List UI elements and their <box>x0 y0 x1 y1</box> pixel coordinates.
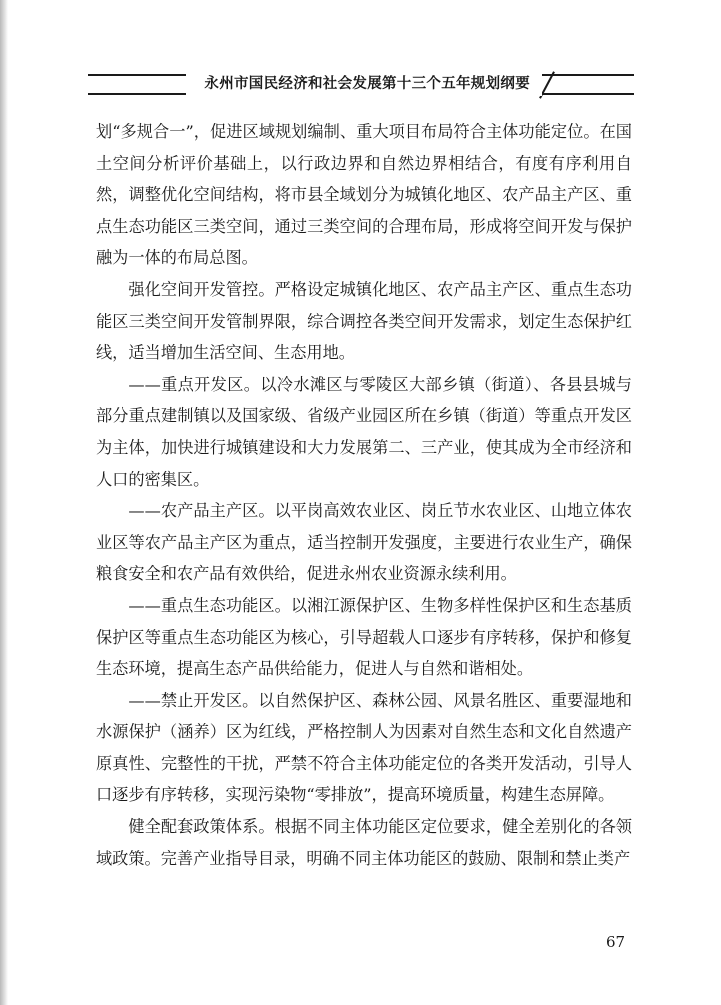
paragraph-continued: 划“多规合一”，促进区域规划编制、重大项目布局符合主体功能定位。在国土空间分析评价基础上，以行政边界和自然边界相结合，有度有序利用自然，调整优化空间结构，将市县全域划分为城镇化地区、农产品主产区、重点生态功能区三类空间，通过三类空间的合理布局，形成将空间开发与保护融为一体的布局总图。 <box>96 122 632 268</box>
paragraph: 强化空间开发管控。严格设定城镇化地区、农产品主产区、重点生态功能区三类空间开发管制界限，综合调控各类空间开发需求，划定生态保护红线，适当增加生活空间、生态用地。 <box>96 279 632 363</box>
paragraph: ——禁止开发区。以自然保护区、森林公园、风景名胜区、重要湿地和水源保护（涵养）区为红线，严格控制人为因素对自然生态和文化自然遗产原真性、完整性的干扰，严禁不符合主体功能定位的各类开发活动，引导人口逐步有序转移，实现污染物“零排放”，提高环境质量，构建生态屏障。 <box>96 690 632 805</box>
running-header <box>88 60 634 96</box>
paragraph: 健全配套政策体系。根据不同主体功能区定位要求，健全差别化的各领域政策。完善产业指导目录，明确不同主体功能区的鼓励、限制和禁止类产 <box>96 817 632 868</box>
paragraph: ——农产品主产区。以平岗高效农业区、岗丘节水农业区、山地立体农业区等农产品主产区为重点，适当控制开发强度，主要进行农业生产，确保粮食安全和农产品有效供给，促进永州农业资源永续利用。 <box>96 501 632 584</box>
paragraph: ——重点生态功能区。以湘江源保护区、生物多样性保护区和生态基质保护区等重点生态功能区为核心，引导超载人口逐步有序转移，保护和修复生态环境，提高生态产品供给能力，促进人与自然和谐相处。 <box>96 595 632 679</box>
page-number: 67 <box>606 933 626 951</box>
book-spine-shadow <box>0 0 8 1005</box>
page-body <box>96 116 632 874</box>
paragraph: ——重点开发区。以冷水滩区与零陵区大部乡镇（街道）、各县县城与部分重点建制镇以及国家级、省级产业园区所在乡镇（街道）等重点开发区为主体，加快进行城镇建设和大力发展第二、三产业，使其成为全市经济和人口的密集区。 <box>96 374 632 489</box>
running-header-title: 永州市国民经济和社会发展第十三个五年规划纲要 <box>186 72 542 96</box>
